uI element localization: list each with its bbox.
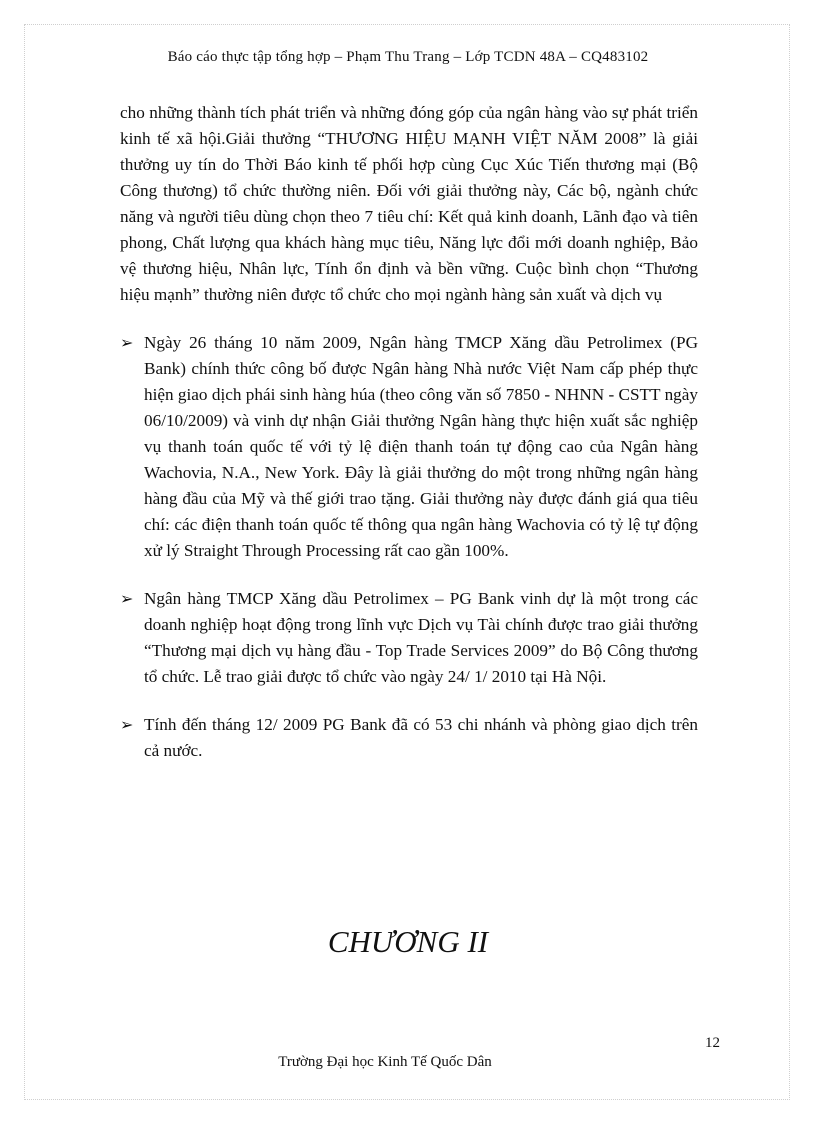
intro-paragraph: cho những thành tích phát triển và những đóng góp của ngân hàng vào sự phát triển kinh tế xã hội.Giải thưởng “THƯƠNG HIỆU MẠNH VIỆT NĂM 2008” là giải thưởng uy tín do Thời Báo kinh tế phối hợp cùng Cục Xúc Tiến thương mại (Bộ Công thương) tổ chức thường niên. Đối với giải thưởng này, Các bộ, ngành chức năng và người tiêu dùng chọn theo 7 tiêu chí: Kết quả kinh doanh, Lãnh đạo và tiên phong, Chất lượng qua khách hàng mục tiêu, Năng lực đổi mới doanh nghiệp, Bảo vệ thương hiệu, Nhân lực, Tính ổn định và bền vững. Cuộc bình chọn “Thương hiệu mạnh” thường niên được tổ chức cho mọi ngành hàng sản xuất và dịch vụ — [120, 103, 698, 304]
bullet-text: Ngày 26 tháng 10 năm 2009, Ngân hàng TMCP Xăng dầu Petrolimex (PG Bank) chính thức công bố được Ngân hàng Nhà nước Việt Nam cấp phép thực hiện giao dịch phái sinh hàng húa (theo công văn số 7850 - NHNN - CSTT ngày 06/10/2009) và vinh dự nhận Giải thưởng Ngân hàng thực hiện xuất sắc nghiệp vụ thanh toán quốc tế với tỷ lệ điện thanh toán tự động cao của Ngân hàng Wachovia, N.A., New York. Đây là giải thưởng do một trong những ngân hàng hàng đầu của Mỹ và thế giới trao tặng. Giải thưởng này được đánh giá qua tiêu chí: các điện thanh toán quốc tế thông qua ngân hàng Wachovia có tỷ lệ tự động xử lý Straight Through Processing rất cao gần 100%. — [144, 333, 698, 560]
bullet-text: Tính đến tháng 12/ 2009 PG Bank đã có 53 chi nhánh và phòng giao dịch trên cả nước. — [144, 715, 698, 760]
chapter-title: CHƯƠNG II — [327, 924, 489, 959]
list-item — [120, 712, 698, 764]
arrowhead-bullet-icon: ➢ — [120, 589, 134, 608]
arrowhead-bullet-icon: ➢ — [120, 715, 134, 734]
document-body — [120, 100, 698, 786]
page-footer: Trường Đại học Kinh Tế Quốc Dân — [278, 1054, 492, 1070]
list-item — [120, 330, 698, 564]
bullet-text: Ngân hàng TMCP Xăng dầu Petrolimex – PG Bank vinh dự là một trong các doanh nghiệp hoạt động trong lĩnh vực Dịch vụ Tài chính được trao giải thưởng “Thương mại dịch vụ hàng đầu - Top Trade Services 2009” do Bộ Công thương tổ chức. Lễ trao giải được tổ chức vào ngày 24/ 1/ 2010 tại Hà Nội. — [144, 589, 698, 686]
bullet-list — [120, 330, 698, 764]
page-number: 12 — [705, 1035, 720, 1051]
arrowhead-bullet-icon: ➢ — [120, 333, 134, 352]
page-header: Báo cáo thực tập tổng hợp – Phạm Thu Trang – Lớp TCDN 48A – CQ483102 — [167, 49, 649, 65]
list-item — [120, 586, 698, 690]
